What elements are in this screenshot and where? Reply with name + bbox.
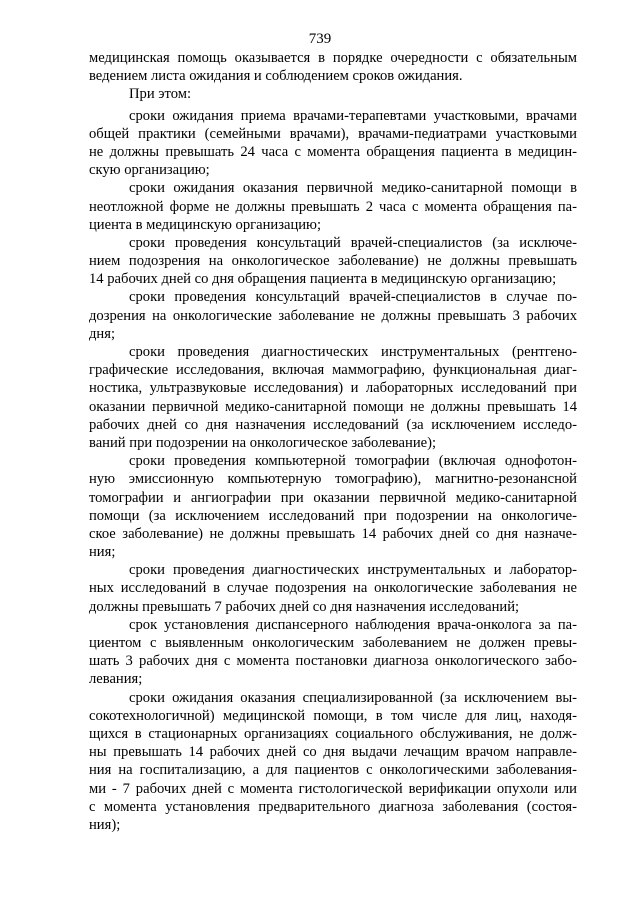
paragraph xyxy=(89,616,577,689)
text-line: сокотехнологичной) медицинской помощи, в том числе для лиц, находя- xyxy=(89,707,577,724)
text-line: ных исследований в случае подозрения на онкологические заболевания не xyxy=(89,580,577,597)
paragraph xyxy=(89,49,577,85)
text-line: сроки ожидания оказания специализированной (за исключением вы- xyxy=(129,689,577,706)
text-line: рабочих дней со дня назначения исследований (за исключением исследо- xyxy=(89,416,577,433)
text-line: сроки проведения диагностических инструментальных и лаборатор- xyxy=(129,562,577,579)
text-line: шать 3 рабочих дня с момента постановки диагноза онкологического забо- xyxy=(89,653,577,670)
text-line: ваний при подозрении на онкологическое заболевание); xyxy=(89,434,437,451)
paragraph xyxy=(89,561,577,616)
text-line: сроки ожидания оказания первичной медико-санитарной помощи в xyxy=(129,180,577,197)
text-line: ную эмиссионную компьютерную томографию), магнитно-резонансной xyxy=(89,471,577,488)
text-line: сроки проведения диагностических инструментальных (рентгено- xyxy=(129,344,577,360)
text-line: срок установления диспансерного наблюдения врача-онколога за па- xyxy=(129,616,577,633)
text-line: сроки проведения компьютерной томографии (включая однофотон- xyxy=(129,453,577,470)
text-line: циента в медицинскую организацию; xyxy=(89,216,322,233)
text-line: ское заболевание) не должны превышать 14 рабочих дней со дня назначе- xyxy=(89,525,577,542)
text-line: нием подозрения на онкологическое заболевание) не должны превышать xyxy=(89,253,577,270)
text-line: циентом с выявленным онкологическим заболеванием не должен превы- xyxy=(89,635,577,651)
text-line: ведением листа ожидания и соблюдением сроков ожидания. xyxy=(89,68,463,85)
text-line: дня; xyxy=(89,325,116,342)
text-line: ния; xyxy=(89,544,116,561)
text-line: левания; xyxy=(89,671,143,688)
text-line: должны превышать 7 рабочих дней со дня назначения исследований; xyxy=(89,598,520,615)
text-line: помощи (за исключением исследований при подозрении на онкологиче- xyxy=(89,507,577,524)
text-line: дозрения на онкологические заболевание не должны превышать 3 рабочих xyxy=(89,307,577,324)
text-line: общей практики (семейными врачами), врачами-педиатрами участковыми xyxy=(89,125,577,142)
paragraph xyxy=(89,288,577,343)
text-line: щихся в стационарных организациях социального обслуживания, не долж- xyxy=(89,725,577,742)
page-number: 739 xyxy=(308,31,332,47)
text-line: ния на госпитализацию, а для пациентов с онкологическими заболевания- xyxy=(89,762,577,779)
text-line: не должны превышать 24 часа с момента обращения пациента в медицин- xyxy=(89,143,577,160)
text-line: медицинская помощь оказывается в порядке очередности с обязательным xyxy=(89,50,577,66)
text-line: неотложной форме не должны превышать 2 часа с момента обращения па- xyxy=(89,198,577,215)
text-line: ния); xyxy=(89,816,121,833)
text-line: сроки проведения консультаций врачей-специалистов (за исключе- xyxy=(129,234,577,251)
text-line: сроки ожидания приема врачами-терапевтами участковыми, врачами xyxy=(129,107,577,124)
paragraph xyxy=(89,234,577,289)
paragraph xyxy=(89,107,577,180)
text-line: ны превышать 14 рабочих дней со дня выдачи лечащим врачом направле- xyxy=(89,744,577,761)
text-line: ностика, ультразвуковые исследования) и лабораторных исследований при xyxy=(89,380,577,397)
text-line: оказании первичной медико-санитарной помощи не должны превышать 14 xyxy=(89,398,577,415)
text-line: ми - 7 рабочих дней с момента гистологической верификации опухоли или xyxy=(89,780,577,797)
paragraph xyxy=(89,179,577,234)
document-body xyxy=(89,49,577,834)
paragraph xyxy=(89,452,577,561)
paragraph xyxy=(89,85,577,103)
text-line: сроки проведения консультаций врачей-специалистов в случае по- xyxy=(129,289,577,306)
paragraph xyxy=(89,343,577,452)
text-line: томографии и ангиографии при оказании первичной медико-санитарной xyxy=(89,489,577,506)
text-line: с момента установления предварительного диагноза заболевания (состоя- xyxy=(89,798,577,815)
text-line: При этом: xyxy=(129,86,192,103)
text-line: графические исследования, включая маммографию, функциональная диаг- xyxy=(89,362,577,379)
text-line: 14 рабочих дней со дня обращения пациента в медицинскую организацию; xyxy=(89,271,557,288)
text-line: скую организацию; xyxy=(89,162,210,179)
paragraph xyxy=(89,689,577,835)
